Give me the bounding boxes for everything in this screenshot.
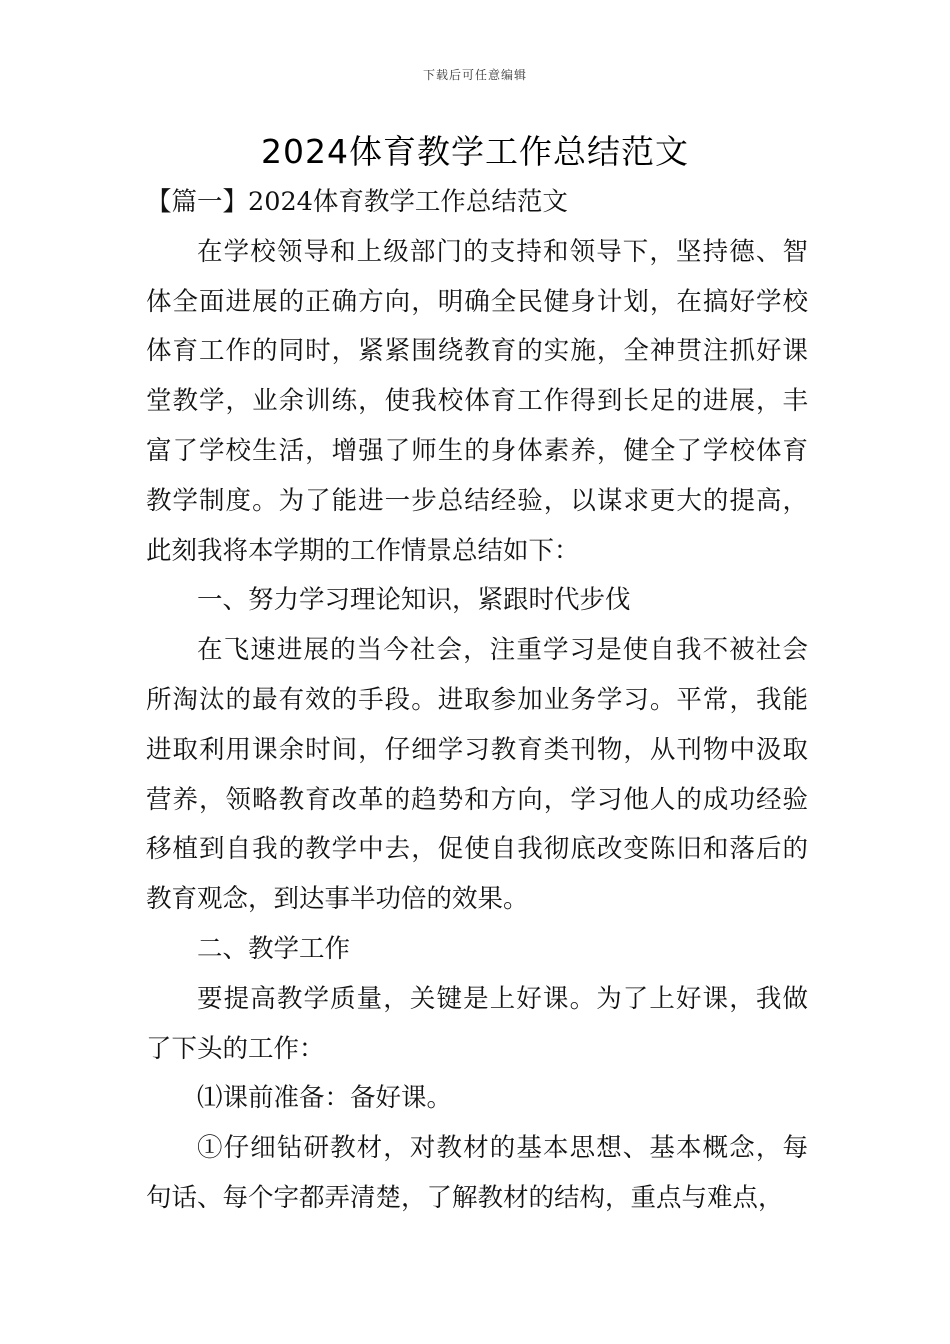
list-item-prep: ⑴课前准备：备好课。 xyxy=(197,1083,453,1114)
paragraph-section-1: 在飞速进展的当今社会，注重学习是使自我不被社会所淘汰的最有效的手段。进取参加业务学习。平常，我能进取利用课余时间，仔细学习教育类刊物，从刊物中汲取营养，领略教育改革的趋势和方向，学习他人的成功经验移植到自我的教学中去，促使自我彻底改变陈旧和落后的教育观念，到达事半功倍的效果。 xyxy=(146,635,808,915)
document-body xyxy=(146,178,808,1224)
list-item-study-materials: ①仔细钻研教材，对教材的基本思想、基本概念，每句话、每个字都弄清楚，了解教材的结构，重点与难点， xyxy=(146,1133,808,1213)
document-title: 2024体育教学工作总结范文 xyxy=(261,132,689,171)
heading-section-2: 二、教学工作 xyxy=(197,933,351,964)
paragraph-section-2: 要提高教学质量，关键是上好课。为了上好课，我做了下头的工作： xyxy=(146,983,808,1064)
heading-section-1: 一、努力学习理论知识，紧跟时代步伐 xyxy=(197,585,631,616)
paragraph-intro: 在学校领导和上级部门的支持和领导下，坚持德、智体全面进展的正确方向，明确全民健身计划，在搞好学校体育工作的同时，紧紧围绕教育的实施，全神贯注抓好课堂教学，业余训练，使我校体育工作得到长足的进展，丰富了学校生活，增强了师生的身体素养，健全了学校体育教学制度。为了能进一步总结经验，以谋求更大的提高，此刻我将本学期的工作情景总结如下： xyxy=(146,236,808,566)
subtitle: 【篇一】2024体育教学工作总结范文 xyxy=(146,187,568,217)
header-note: 下载后可任意编辑 xyxy=(422,68,527,82)
